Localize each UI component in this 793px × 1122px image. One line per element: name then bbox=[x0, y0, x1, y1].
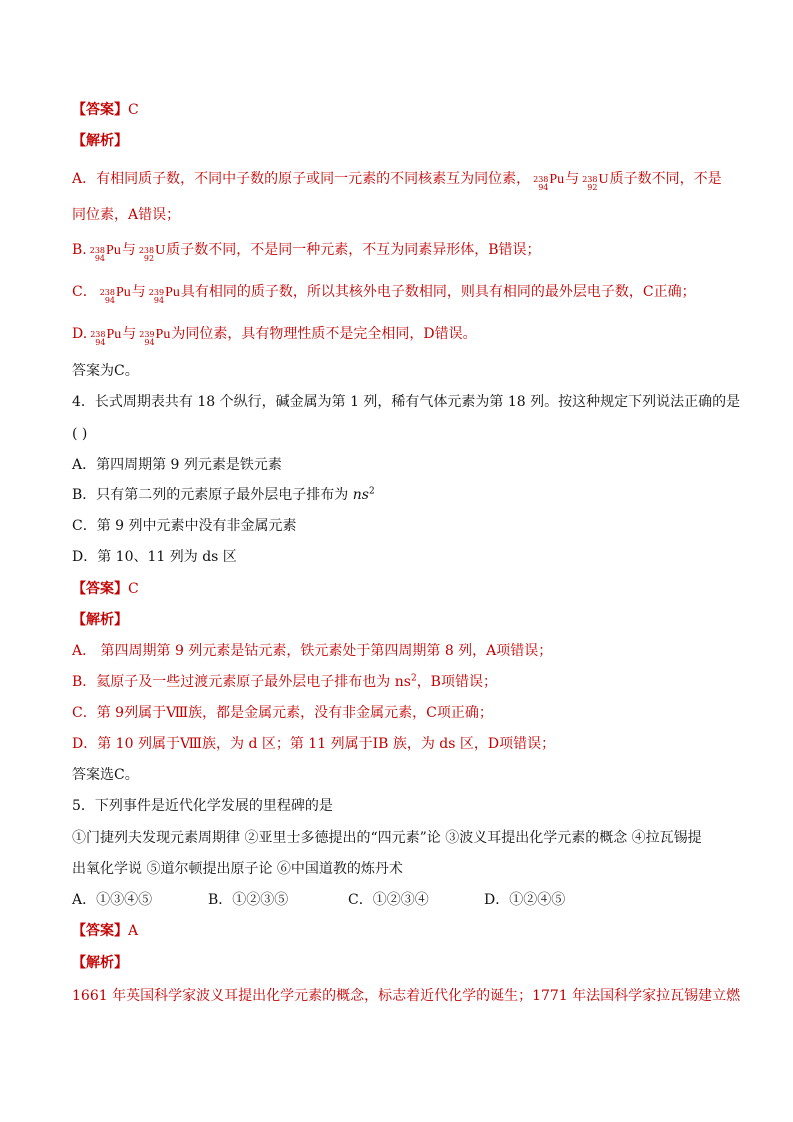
isotope-numbers bbox=[533, 176, 548, 192]
mass-number: 239 bbox=[148, 288, 165, 297]
isotope-notation bbox=[90, 241, 121, 264]
question-4-answer bbox=[72, 579, 721, 599]
analysis-label: 【解析】 bbox=[72, 133, 128, 149]
exp-b-sup: 2 bbox=[410, 673, 417, 684]
question-5-option-c: C．①②③④ bbox=[348, 892, 429, 908]
question-4-exp-c: C．第 9列属于Ⅷ族，都是金属元素，没有非金属元素，C项正确； bbox=[72, 705, 493, 721]
isotope-numbers bbox=[582, 176, 597, 192]
question-5-options bbox=[72, 890, 721, 910]
answer-value: C bbox=[128, 102, 139, 118]
analysis-label: 【解析】 bbox=[72, 612, 128, 628]
analysis-heading bbox=[72, 131, 721, 151]
isotope-notation bbox=[100, 283, 131, 306]
question-4-option-b bbox=[72, 485, 721, 505]
element-symbol: Pu bbox=[106, 243, 121, 258]
element-symbol: U bbox=[155, 243, 166, 258]
isotope-numbers bbox=[139, 247, 154, 263]
question-5-analysis-text: 1661 年英国科学家波义耳提出化学元素的概念，标志着近代化学的诞生；1771 年法国科学家拉瓦锡建立燃 bbox=[72, 988, 741, 1004]
mass-number: 238 bbox=[138, 246, 155, 255]
option-b-ns: ns bbox=[352, 487, 369, 503]
isotope-notation bbox=[139, 325, 170, 348]
element-symbol: Pu bbox=[106, 327, 122, 342]
mass-number: 238 bbox=[90, 330, 106, 339]
question-4-stem: 4．长式周期表共有 18 个纵行，碱金属为第 1 列，稀有气体元素为第 18 列。按这种规定下列说法正确的是 bbox=[72, 394, 741, 410]
question-4-option-c: C．第 9 列中元素中没有非金属元素 bbox=[72, 518, 297, 534]
question-4-exp-d: D．第 10 列属于Ⅷ族，为 d 区；第 11 列属于ⅠB 族，为 ds 区，D项错误； bbox=[72, 736, 556, 752]
question-4-option-d: D．第 10、11 列为 ds 区 bbox=[72, 549, 237, 565]
answer-value: C bbox=[128, 581, 139, 597]
atomic-number: 92 bbox=[587, 183, 598, 192]
option-b-text: B．只有第二列的元素原子最外层电子排布为 bbox=[72, 487, 353, 503]
text-run: 质子数不同，不是同一种元素，不互为同素异形体，B错误； bbox=[166, 242, 541, 258]
question-5-items-line2: 出氧化学说 ⑤道尔顿提出原子论 ⑥中国道教的炼丹术 bbox=[72, 861, 403, 877]
isotope-numbers bbox=[149, 289, 164, 305]
isotope-numbers bbox=[139, 331, 154, 347]
question-4-option-a: A．第四周期第 9 列元素是铁元素 bbox=[72, 457, 282, 473]
answer-label: 【答案】 bbox=[72, 923, 128, 939]
isotope-notation bbox=[582, 170, 608, 193]
atomic-number: 94 bbox=[153, 296, 165, 305]
isotope-notation bbox=[149, 283, 180, 306]
question-4-bracket: ( ) bbox=[72, 426, 88, 442]
isotope-numbers bbox=[90, 331, 105, 347]
text-run: A．有相同质子数，不同中子数的原子或同一元素的不同核素互为同位素， bbox=[72, 171, 531, 187]
text-run: 与 bbox=[121, 242, 136, 258]
text-run: 与 bbox=[565, 171, 580, 187]
mass-number: 238 bbox=[533, 175, 549, 184]
isotope-notation bbox=[90, 325, 121, 348]
question-5-option-a: A．①③④⑤ bbox=[72, 892, 153, 908]
atomic-number: 94 bbox=[144, 338, 155, 347]
isotope-notation bbox=[533, 170, 564, 193]
question-4-exp-b bbox=[72, 672, 721, 692]
atomic-number: 94 bbox=[95, 338, 106, 347]
text-run: 为同位素，具有物理性质不是完全相同，D错误。 bbox=[171, 326, 477, 342]
atomic-number: 94 bbox=[104, 296, 115, 305]
atomic-number: 94 bbox=[94, 254, 106, 263]
text-run: 具有相同的质子数，所以其核外电子数相同，则具有相同的最外层电子数，C正确； bbox=[180, 284, 696, 300]
mass-number: 238 bbox=[582, 175, 598, 184]
mass-number: 239 bbox=[139, 330, 155, 339]
option-b-sup: 2 bbox=[368, 486, 375, 497]
answer-label: 【答案】 bbox=[72, 102, 128, 118]
question-4-analysis-heading bbox=[72, 610, 721, 630]
element-symbol: Pu bbox=[549, 172, 565, 187]
answer-label: 【答案】 bbox=[72, 581, 128, 597]
isotope-numbers bbox=[90, 247, 105, 263]
isotope-numbers bbox=[100, 289, 115, 305]
explanation-d bbox=[72, 324, 721, 348]
explanation-a-line2: 同位素，A错误； bbox=[72, 207, 181, 223]
mass-number: 238 bbox=[89, 246, 106, 255]
text-run: 与 bbox=[122, 326, 137, 342]
text-run: D. bbox=[72, 326, 88, 342]
question-4-conclusion: 答案选C。 bbox=[72, 767, 139, 783]
answer-value: A bbox=[128, 923, 139, 939]
analysis-label: 【解析】 bbox=[72, 955, 128, 971]
question-5-stem: 5．下列事件是近代化学发展的里程碑的是 bbox=[72, 798, 333, 814]
element-symbol: Pu bbox=[155, 327, 171, 342]
question-5-analysis-heading bbox=[72, 953, 721, 973]
explanation-c bbox=[72, 282, 721, 306]
explanation-a-line1 bbox=[72, 169, 721, 193]
question-5-answer bbox=[72, 921, 721, 941]
mass-number: 238 bbox=[99, 288, 115, 297]
question-5-option-b: B．①②③⑤ bbox=[208, 892, 289, 908]
exp-b-text: B．氦原子及一些过渡元素原子最外层电子排布也为 ns bbox=[72, 674, 411, 690]
isotope-notation bbox=[139, 241, 165, 264]
element-symbol: Pu bbox=[165, 285, 180, 300]
answer-heading bbox=[72, 100, 721, 120]
text-run: C． bbox=[72, 284, 97, 300]
conclusion: 答案为C。 bbox=[72, 363, 139, 379]
question-4-exp-a: A． 第四周期第 9 列元素是钴元素，铁元素处于第四周期第 8 列，A项错误； bbox=[72, 643, 553, 659]
atomic-number: 94 bbox=[538, 183, 549, 192]
text-run: 质子数不同，不是 bbox=[609, 171, 722, 187]
text-run: 与 bbox=[131, 284, 146, 300]
question-5-option-d: D．①②④⑤ bbox=[484, 892, 566, 908]
text-run: B. bbox=[72, 242, 87, 258]
explanation-b bbox=[72, 240, 721, 264]
atomic-number: 92 bbox=[143, 254, 155, 263]
element-symbol: U bbox=[598, 172, 609, 187]
question-5-items-line1: ①门捷列夫发现元素周期律 ②亚里士多德提出的“四元素”论 ③波义耳提出化学元素的概念 ④拉瓦锡提 bbox=[72, 830, 702, 846]
exp-b-tail: ，B项错误； bbox=[416, 674, 497, 690]
element-symbol: Pu bbox=[116, 285, 131, 300]
